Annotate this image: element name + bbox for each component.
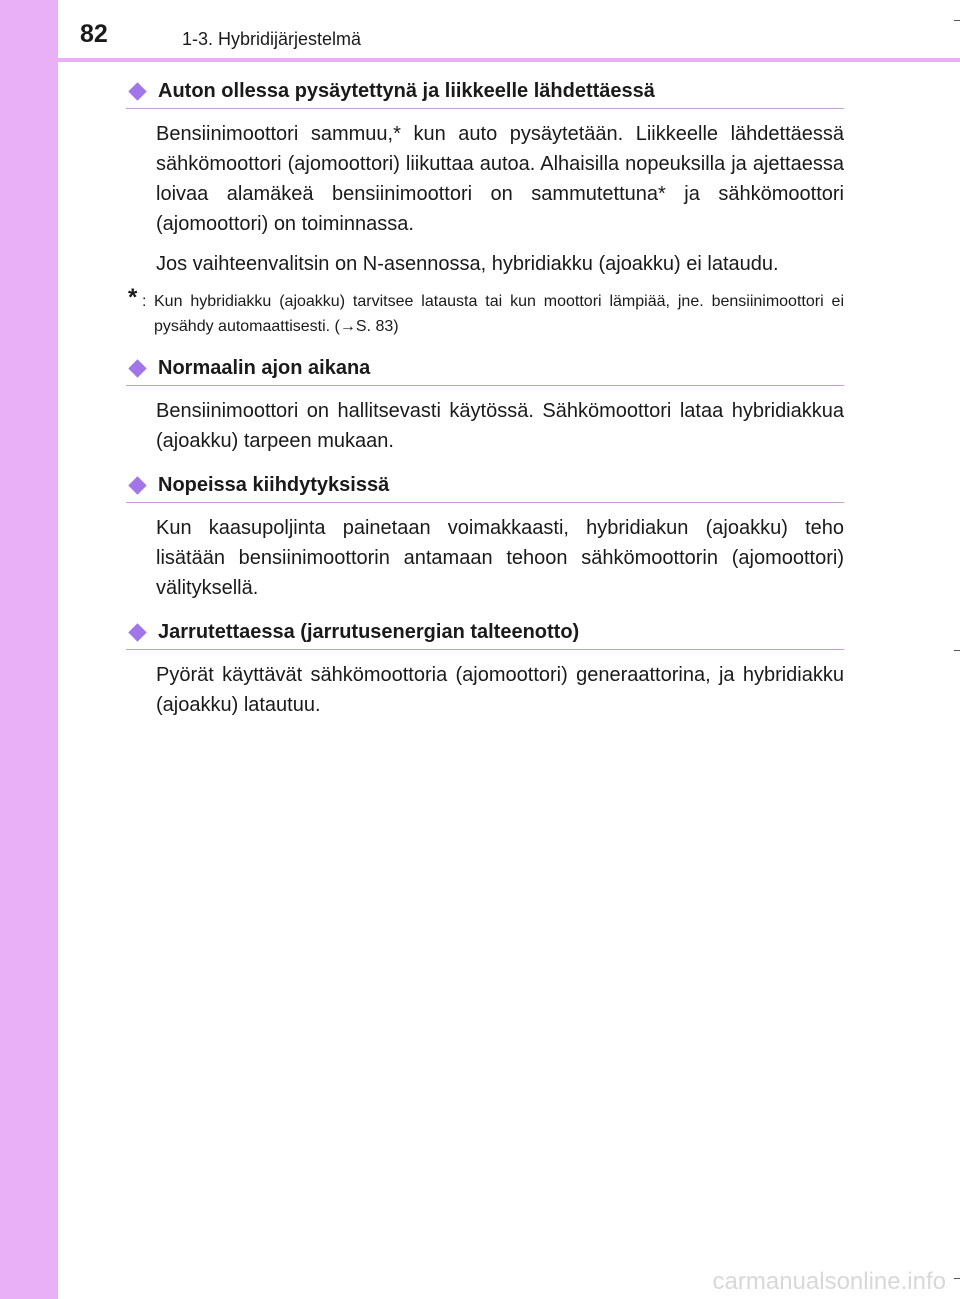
watermark: carmanualsonline.info: [712, 1268, 946, 1295]
diamond-bullet-icon: [128, 476, 146, 494]
footnote-asterisk: *: [128, 284, 138, 311]
page-number: 82: [80, 20, 108, 48]
section-title: Auton ollessa pysäytettynä ja liikkeelle lähdettäessä: [158, 79, 655, 102]
header-rule: [58, 58, 960, 62]
section-heading: [126, 74, 844, 109]
paragraph: Kun kaasupoljinta painetaan voimakkaasti, hybridiakun (ajoakku) teho lisätään bensiinimoottorin antamaan tehoon sähkömoottorin (ajomoottori) välityksellä.: [156, 517, 844, 599]
chapter-title: 1-3. Hybridijärjestelmä: [182, 29, 362, 49]
section-heading: [126, 615, 844, 650]
section-normal-driving: [126, 351, 844, 456]
section-title: Nopeissa kiihdytyksissä: [158, 473, 390, 496]
section-braking: [126, 615, 844, 720]
crop-mark: [954, 1278, 960, 1279]
footnote-text: Kun hybridiakku (ajoakku) tarvitsee latausta tai kun moottori lämpiää, jne. bensiinimoottori ei pysähdy automaattisesti. (: [154, 293, 844, 335]
page-content: [126, 70, 844, 720]
crop-mark: [954, 650, 960, 651]
section-heading: [126, 351, 844, 386]
section-fast-acceleration: [126, 468, 844, 603]
paragraph: Bensiinimoottori sammuu,* kun auto pysäytetään. Liikkeelle lähdettäessä sähkömoottori (ajomoottori) liikuttaa autoa. Alhaisilla nopeuksilla ja ajettaessa loivaa alamäkeä bensiinimoottori on sammutettuna* ja sähkömoottori (ajomoottori) on toiminnassa.: [156, 123, 844, 235]
section-heading: [126, 468, 844, 503]
paragraph: Pyörät käyttävät sähkömoottoria (ajomoottori) generaattorina, ja hybridiakku (ajoakku) latautuu.: [156, 664, 844, 716]
paragraph: Jos vaihteenvalitsin on N-asennossa, hybridiakku (ajoakku) ei lataudu.: [156, 253, 779, 275]
diamond-bullet-icon: [128, 82, 146, 100]
arrow-right-icon: →: [339, 318, 356, 335]
diamond-bullet-icon: [128, 623, 146, 641]
section-title: Normaalin ajon aikana: [158, 356, 371, 379]
section-title: Jarrutettaessa (jarrutusenergian talteenotto): [158, 620, 580, 643]
paragraph: Bensiinimoottori on hallitsevasti käytössä. Sähkömoottori lataa hybridiakkua (ajoakku) tarpeen mukaan.: [156, 400, 844, 452]
crop-mark: [954, 20, 960, 21]
footnote: [126, 284, 844, 339]
diamond-bullet-icon: [128, 359, 146, 377]
footnote-colon: :: [142, 293, 147, 310]
page-reference-link[interactable]: S. 83): [355, 318, 399, 335]
page-side-tab: [0, 0, 58, 1299]
section-stopped-and-starting: [126, 74, 844, 339]
